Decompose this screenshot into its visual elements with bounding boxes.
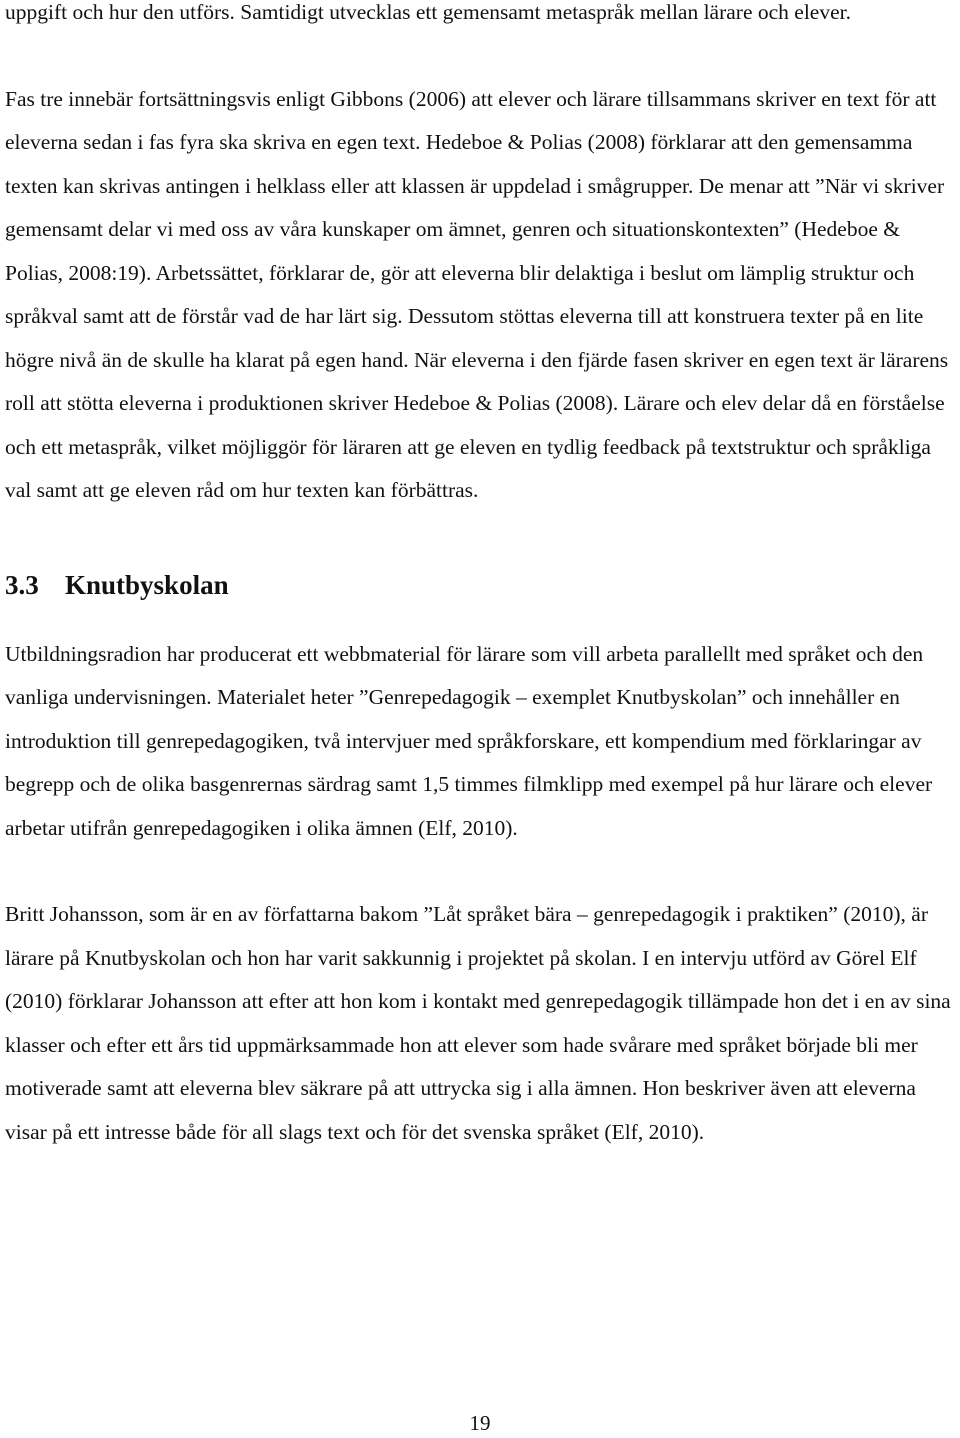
- page-number: 19: [469, 1411, 491, 1435]
- section-heading: [5, 567, 956, 603]
- section-title: Knutbyskolan: [65, 569, 229, 600]
- paragraph-britt-johansson: Britt Johansson, som är en av författarna bakom ”Låt språket bära – genrepedagogik i praktiken” (2010), är lärare på Knutbyskolan och hon har varit sakkunnig i projektet på skolan. I en intervju utförd av Görel Elf (2010) förklarar Johansson att efter att hon kom i kontakt med genrepedagogik tillämpade hon det i en av sina klasser och efter ett års tid uppmärksammade hon att elever som hade svårare med språket började bli mer motiverade samt att eleverna blev säkrare på att uttrycka sig i alla ämnen. Hon beskriver även att eleverna visar på ett intresse både för all slags text och för det svenska språket (Elf, 2010).: [5, 902, 951, 1144]
- paragraph-utbildningsradion: Utbildningsradion har producerat ett webbmaterial för lärare som vill arbeta parallellt med språket och den vanliga undervisningen. Materialet heter ”Genrepedagogik – exemplet Knutbyskolan” och innehåller en introduktion till genrepedagogiken, två intervjuer med språkforskare, ett kompendium med förklaringar av begrepp och de olika basgenrernas särdrag samt 1,5 timmes filmklipp med exempel på hur lärare och elever arbetar utifrån genrepedagogiken i olika ämnen (Elf, 2010).: [5, 641, 933, 840]
- paragraph-fas-tre: Fas tre innebär fortsättningsvis enligt Gibbons (2006) att elever och lärare tillsammans skriver en text för att eleverna sedan i fas fyra ska skriva en egen text. Hedeboe & Polias (2008) förklarar att den gemensamma texten kan skrivas antingen i helklass eller att klassen är uppdelad i smågrupper. De menar att ”När vi skriver gemensamt delar vi med oss av våra kunskaper om ämnet, genren och situationskontexten” (Hedeboe & Polias, 2008:19). Arbetssättet, förklarar de, gör att eleverna blir delaktiga i beslut om lämplig struktur och språkval samt att de förstår vad de har lärt sig. Dessutom stöttas eleverna till att konstruera texter på en lite högre nivå än de skulle ha klarat på egen hand. När eleverna i den fjärde fasen skriver en egen text är lärarens roll att stötta eleverna i produktionen skriver Hedeboe & Polias (2008). Lärare och elev delar då en förståelse och ett metaspråk, vilket möjliggör för läraren att ge eleven en tydlig feedback på textstruktur och språkliga val samt att ge eleven råd om hur texten kan förbättras.: [5, 86, 949, 502]
- paragraph-continuation: uppgift och hur den utförs. Samtidigt utvecklas ett gemensamt metaspråk mellan lärare och elever.: [5, 0, 851, 24]
- section-number: 3.3: [5, 569, 39, 600]
